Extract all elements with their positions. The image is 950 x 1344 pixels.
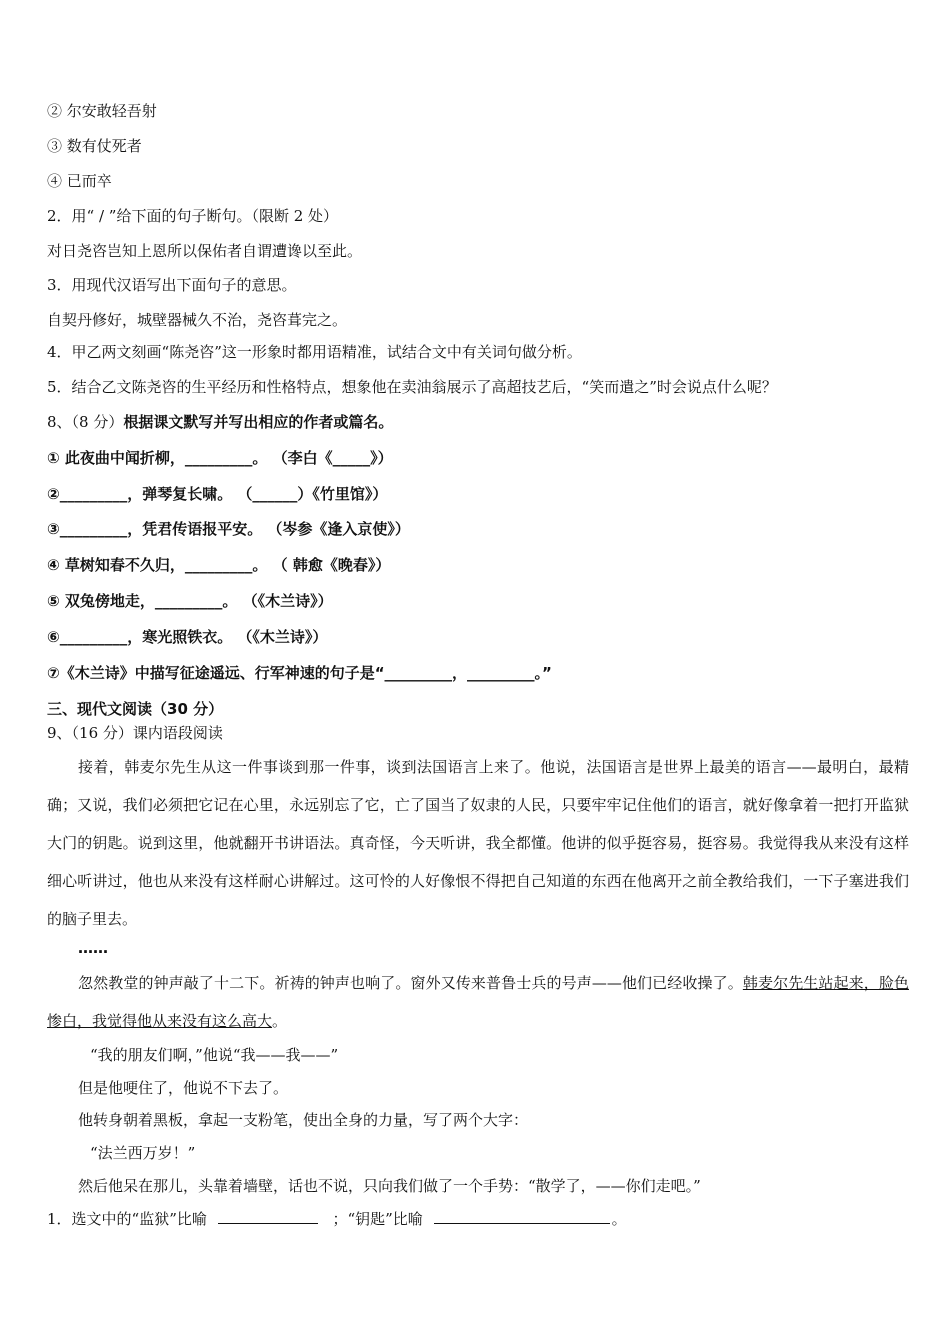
- dialogue-5: 然后他呆在那儿，头靠着墙壁，话也不说，只向我们做了一个手势：“散学了，——你们走吧。”: [78, 1177, 701, 1195]
- question-9-heading: 9、（16 分）课内语段阅读: [47, 724, 223, 742]
- option-4: ④ 已而卒: [47, 172, 112, 190]
- passage-ellipsis: ……: [78, 939, 108, 957]
- q8-item-1: ① 此夜曲中闻折柳，_________。 （李白《_____》）: [47, 449, 393, 467]
- question-8-number: 8、（8 分）: [47, 413, 124, 431]
- q8-item-3: ③_________，凭君传语报平安。 （岑参《逢入京使》）: [47, 520, 410, 538]
- question-3-text: 自契丹修好，城壁器械久不治，尧咨葺完之。: [47, 311, 348, 329]
- sub-question-1-end: 。: [611, 1210, 627, 1228]
- sub-question-1-prefix: 1．选文中的“监狱”比喻: [47, 1210, 207, 1228]
- question-2-text: 对日尧咨岂知上恩所以保佑者自谓遭谗以至此。: [47, 242, 363, 260]
- question-8-heading: [47, 412, 393, 432]
- q8-item-2: ②_________，弹琴复长啸。 （______）《竹里馆》）: [47, 485, 388, 503]
- q8-item-6: ⑥_________，寒光照铁衣。 （《木兰诗》）: [47, 628, 328, 646]
- question-5: 5．结合乙文陈尧咨的生平经历和性格特点，想象他在卖油翁展示了高超技艺后，“笑而遣之”时会说点什么呢？: [47, 378, 777, 396]
- q8-item-7: ⑦《木兰诗》中描写征途遥远、行军神速的句子是“_________，_________。”: [47, 664, 552, 682]
- sub-question-1-middle: ；“钥匙”比喻: [332, 1210, 423, 1228]
- option-3: ③ 数有仗死者: [47, 137, 142, 155]
- answer-blank-prison[interactable]: [218, 1209, 318, 1224]
- dialogue-1: “我的朋友们啊，”他说“我——我——”: [90, 1046, 339, 1064]
- sub-question-1: [47, 1209, 627, 1229]
- passage-paragraph-1: 接着，韩麦尔先生从这一件事谈到那一件事，谈到法国语言上来了。他说，法国语言是世界上最美的语言——最明白，最精确；又说，我们必须把它记在心里，永远别忘了它，亡了国当了奴隶的人民，只要牢牢记住他们的语言，就好像拿着一把打开监狱大门的钥匙。说到这里，他就翻开书讲语法。真奇怪，今天听讲，我全都懂。他讲的似乎挺容易，挺容易。我觉得我从来没有这样细心听讲过，他也从来没有这样耐心讲解过。这可怜的人好像恨不得把自己知道的东西在他离开之前全教给我们，一下子塞进我们的脑子里去。: [47, 758, 909, 928]
- dialogue-3: 他转身朝着黑板，拿起一支粉笔，使出全身的力量，写了两个大字：: [78, 1111, 529, 1129]
- dialogue-2: 但是他哽住了，他说不下去了。: [78, 1079, 289, 1097]
- paragraph-2-text: 忽然教堂的钟声敲了十二下。祈祷的钟声也响了。窗外又传来普鲁士兵的号声——他们已经收操了。: [78, 974, 743, 992]
- underlined-sentence: 韩麦尔先生站起来，脸色惨白，我觉得他从来没有这么高大: [47, 974, 909, 1030]
- question-3: 3．用现代汉语写出下面句子的意思。: [47, 276, 297, 294]
- paragraph-2-end: 。: [272, 1012, 288, 1030]
- question-4: 4．甲乙两文刻画“陈尧咨”这一形象时都用语精准，试结合文中有关词句做分析。: [47, 343, 582, 361]
- q8-item-4: ④ 草树知春不久归，_________。 （ 韩愈《晚春》）: [47, 556, 391, 574]
- question-2: 2．用“ / ”给下面的句子断句。（限断 2 处）: [47, 207, 339, 225]
- dialogue-4: “法兰西万岁！”: [90, 1144, 196, 1162]
- answer-blank-key[interactable]: [434, 1209, 610, 1224]
- section-3-heading: 三、现代文阅读（30 分）: [47, 700, 224, 718]
- q8-item-5: ⑤ 双兔傍地走，_________。 （《木兰诗》）: [47, 592, 333, 610]
- option-2: ② 尔安敢轻吾射: [47, 102, 157, 120]
- passage-paragraph-2: [47, 964, 909, 1040]
- question-8-instruction: 根据课文默写并写出相应的作者或篇名。: [123, 413, 394, 431]
